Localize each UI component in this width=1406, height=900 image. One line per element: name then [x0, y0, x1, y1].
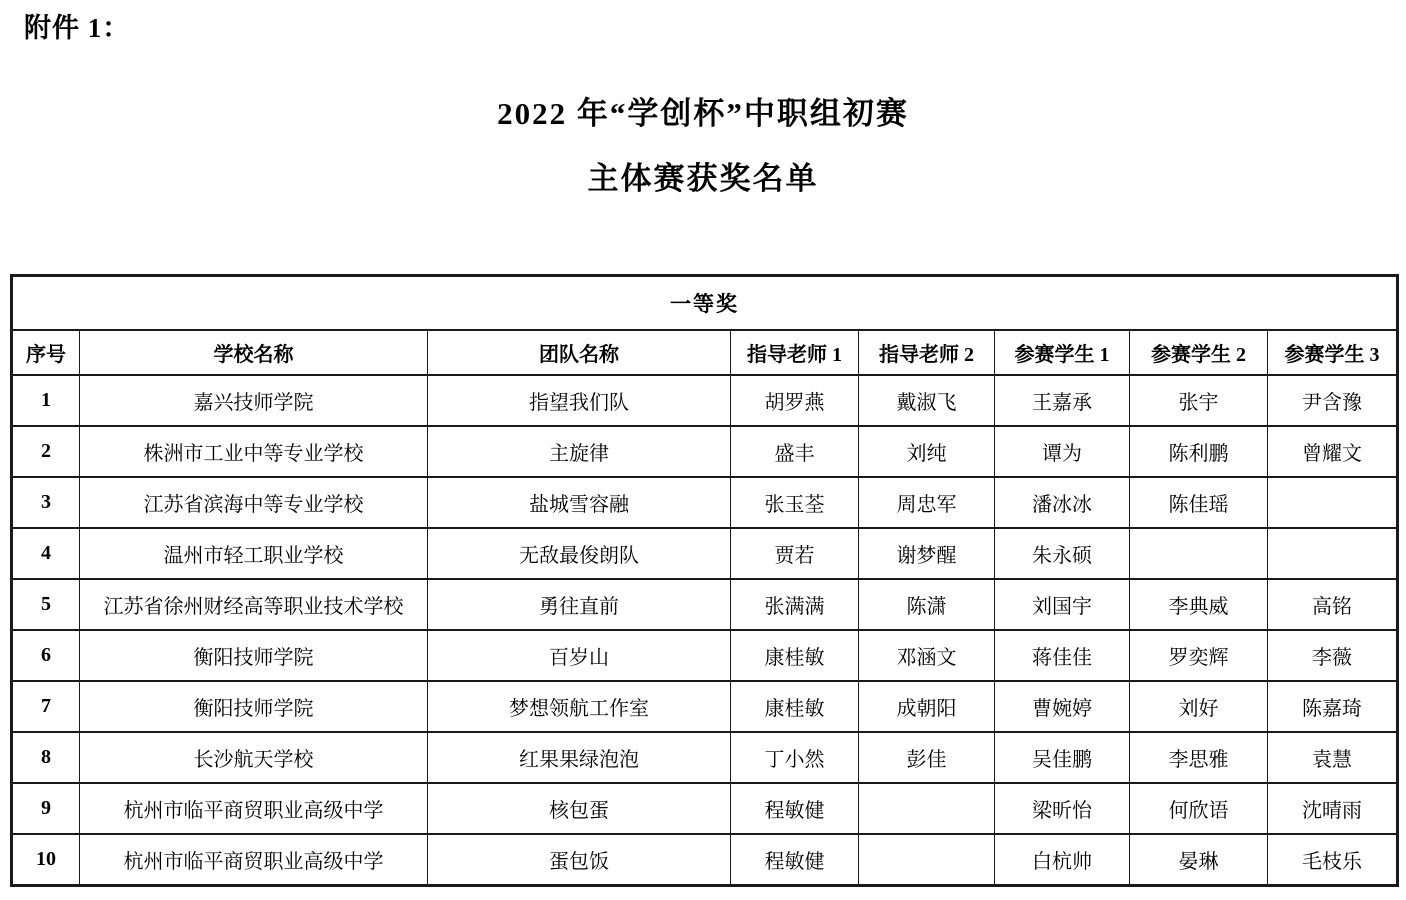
table-cell: 主旋律 [428, 426, 731, 477]
table-cell: 长沙航天学校 [80, 732, 428, 783]
group-header-cell: 一等奖 [12, 276, 1398, 331]
row-number-cell: 4 [12, 528, 80, 579]
row-number-cell: 5 [12, 579, 80, 630]
table-cell: 康桂敏 [731, 630, 859, 681]
table-cell: 陈嘉琦 [1268, 681, 1398, 732]
table-cell [1268, 477, 1398, 528]
column-header-6: 参赛学生 2 [1130, 330, 1268, 375]
table-cell [859, 783, 995, 834]
table-cell: 张满满 [731, 579, 859, 630]
table-cell: 曾耀文 [1268, 426, 1398, 477]
table-cell: 陈利鹏 [1130, 426, 1268, 477]
group-header-row [12, 276, 1398, 331]
table-cell: 嘉兴技师学院 [80, 375, 428, 426]
table-cell: 江苏省徐州财经高等职业技术学校 [80, 579, 428, 630]
table-cell: 朱永硕 [995, 528, 1130, 579]
column-header-2: 团队名称 [428, 330, 731, 375]
table-cell: 尹含豫 [1268, 375, 1398, 426]
table-cell: 贾若 [731, 528, 859, 579]
table-cell: 温州市轻工职业学校 [80, 528, 428, 579]
row-number-cell: 3 [12, 477, 80, 528]
table-cell: 晏琳 [1130, 834, 1268, 886]
table-cell: 邓涵文 [859, 630, 995, 681]
table-row [12, 681, 1398, 732]
table-cell: 丁小然 [731, 732, 859, 783]
table-cell: 潘冰冰 [995, 477, 1130, 528]
table-cell: 陈潇 [859, 579, 995, 630]
table-cell: 李薇 [1268, 630, 1398, 681]
table-cell: 沈晴雨 [1268, 783, 1398, 834]
row-number-cell: 7 [12, 681, 80, 732]
column-header-5: 参赛学生 1 [995, 330, 1130, 375]
table-cell: 何欣语 [1130, 783, 1268, 834]
table-cell: 程敏健 [731, 834, 859, 886]
table-cell: 彭佳 [859, 732, 995, 783]
table-body [12, 375, 1398, 886]
table-cell: 曹婉婷 [995, 681, 1130, 732]
table-cell: 衡阳技师学院 [80, 681, 428, 732]
table-row [12, 375, 1398, 426]
row-number-cell: 2 [12, 426, 80, 477]
table-cell: 周忠军 [859, 477, 995, 528]
row-number-cell: 10 [12, 834, 80, 886]
table-cell: 白杭帅 [995, 834, 1130, 886]
table-cell: 刘国宇 [995, 579, 1130, 630]
table-row [12, 630, 1398, 681]
table-cell: 程敏健 [731, 783, 859, 834]
table-cell: 蛋包饭 [428, 834, 731, 886]
column-header-7: 参赛学生 3 [1268, 330, 1398, 375]
table-cell [1130, 528, 1268, 579]
table-cell: 戴淑飞 [859, 375, 995, 426]
table-row [12, 426, 1398, 477]
row-number-cell: 1 [12, 375, 80, 426]
attachment-label: 附件 1： [24, 13, 131, 43]
table-cell: 康桂敏 [731, 681, 859, 732]
table-row [12, 783, 1398, 834]
award-table [10, 274, 1399, 887]
table-cell: 陈佳瑶 [1130, 477, 1268, 528]
table-cell: 张宇 [1130, 375, 1268, 426]
table-cell: 高铭 [1268, 579, 1398, 630]
table-cell: 罗奕辉 [1130, 630, 1268, 681]
table-cell: 梁昕怡 [995, 783, 1130, 834]
table-cell: 王嘉承 [995, 375, 1130, 426]
document-title-line-2: 主体赛获奖名单 [587, 161, 819, 196]
table-cell [1268, 528, 1398, 579]
table-cell: 杭州市临平商贸职业高级中学 [80, 783, 428, 834]
table-cell: 指望我们队 [428, 375, 731, 426]
column-header-3: 指导老师 1 [731, 330, 859, 375]
table-cell: 蒋佳佳 [995, 630, 1130, 681]
table-row [12, 834, 1398, 886]
table-row [12, 477, 1398, 528]
table-cell: 江苏省滨海中等专业学校 [80, 477, 428, 528]
table-cell: 衡阳技师学院 [80, 630, 428, 681]
table-row [12, 528, 1398, 579]
table-cell [859, 834, 995, 886]
table-cell: 袁慧 [1268, 732, 1398, 783]
table-cell: 刘好 [1130, 681, 1268, 732]
table-cell: 成朝阳 [859, 681, 995, 732]
row-number-cell: 8 [12, 732, 80, 783]
table-cell: 株洲市工业中等专业学校 [80, 426, 428, 477]
table-cell: 百岁山 [428, 630, 731, 681]
table-cell: 谢梦醒 [859, 528, 995, 579]
table-cell: 胡罗燕 [731, 375, 859, 426]
table-cell: 杭州市临平商贸职业高级中学 [80, 834, 428, 886]
row-number-cell: 6 [12, 630, 80, 681]
table-row [12, 579, 1398, 630]
table-cell: 无敌最俊朗队 [428, 528, 731, 579]
table-cell: 盐城雪容融 [428, 477, 731, 528]
document-title-line-1: 2022 年“学创杯”中职组初赛 [497, 96, 909, 131]
table-row [12, 732, 1398, 783]
table-cell: 毛枝乐 [1268, 834, 1398, 886]
row-number-cell: 9 [12, 783, 80, 834]
column-header-1: 学校名称 [80, 330, 428, 375]
table-cell: 梦想领航工作室 [428, 681, 731, 732]
column-header-row [12, 330, 1398, 375]
table-cell: 盛丰 [731, 426, 859, 477]
table-cell: 李典威 [1130, 579, 1268, 630]
table-cell: 红果果绿泡泡 [428, 732, 731, 783]
table-cell: 刘纯 [859, 426, 995, 477]
table-cell: 谭为 [995, 426, 1130, 477]
table-cell: 张玉荃 [731, 477, 859, 528]
table-cell: 核包蛋 [428, 783, 731, 834]
table-cell: 李思雅 [1130, 732, 1268, 783]
column-header-4: 指导老师 2 [859, 330, 995, 375]
column-header-0: 序号 [12, 330, 80, 375]
table-cell: 勇往直前 [428, 579, 731, 630]
table-cell: 吴佳鹏 [995, 732, 1130, 783]
